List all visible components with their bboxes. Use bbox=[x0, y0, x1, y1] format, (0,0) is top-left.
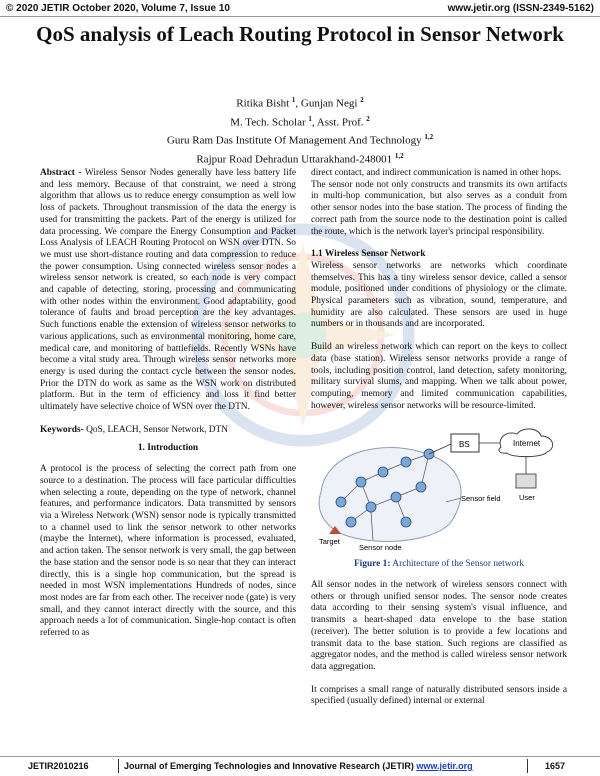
wsn-paragraph-2: Build an wireless network which can report on the keys to collect data (base station). Wireless sensor networks provide a range of tools, including position control, land detection, safety monitoring, military survival slums, and mapping. When we talk about power, computing, memory and limited communication capabilities, however, wireless sensor networks will be resource-limited. bbox=[311, 342, 567, 411]
abstract-text: Wireless Sensor Nodes generally have less battery life and less memory. Because of that constraint, we need a strong algorithm that allows us to reduce energy consumption as well low loss of packets. Throughout transmission of the data the energy is used for transmitting the packets. Part of the energy is utilized for data processing. We compare the Energy Consumption and Packet Loss Analysis of LEACH Routing Protocol on WSN over DTN. So we must use short-distance routing and data compression to reduce the power consumption. Using connected wireless sensor nodes a wireless sensor network is created, so each node is very compact and capable of detecting, storing, processing and communicating with other nodes within the environment. Good adaptability, good tolerance of faults and broad perception are the key advantages. Such functions enable the extension of wireless sensor networks to various applications, such as environmental monitoring, home care, medical care, and monitoring of battlefields. Recently WSNs have become a vital study area. Through wireless sensor networks more energy is used during the contact cycle between the sensor nodes. Prior the DTN do work as same as the WSN work on distributed platform. But in the term of efficiency and loss it find better ultimately have selective choice of WSN over the DTN. bbox=[40, 168, 296, 413]
page-header bbox=[0, 0, 600, 17]
intro-paragraph-1-continued: direct contact, and indirect communication is named in other hops. bbox=[311, 168, 562, 178]
header-right: www.jetir.org (ISSN-2349-5162) bbox=[447, 3, 594, 14]
section-heading-introduction: 1. Introduction bbox=[137, 443, 199, 454]
author-names: Ritika Bisht $^1$, Gunjan Negi $^2$ bbox=[236, 96, 364, 110]
left-column bbox=[40, 168, 296, 640]
footer-journal-name: Journal of Emerging Technologies and Innovative Research (JETIR) bbox=[124, 761, 417, 771]
footer-page-number: 1657 bbox=[545, 761, 566, 771]
subsection-heading-wsn: 1.1 Wireless Sensor Network bbox=[311, 249, 426, 260]
figure-caption bbox=[311, 559, 567, 571]
figure-caption-label: Figure 1: bbox=[353, 559, 391, 570]
footer-paper-code: JETIR2010216 bbox=[28, 761, 89, 771]
author-address: Rajpur Road Dehradun Uttarakhand-248001 $^{1,2}$ bbox=[196, 151, 404, 166]
intro-paragraph-1: A protocol is the process of selecting the correct path from one source to a destination. The process will face particular difficulties when selecting a route, depending on the type of network, channel features, and performance indicators. Data transmitted by sensors via a Wireless Network (WSN) sensor node is typically transmitted to a channel used to link the sensor network to other networks (maybe the Internet), where information is processed, evaluated, and action taken. The sensor network is very small, the gap between the base station and the sensor node is so near that they can interact directly, this is a single hop communication, but the spread is needed in most WSN implementations Hundreds of nodes, since most nodes are far from each other. The receiver node (gate) is very small, and they cannot interact directly with the source, and this approach needs a lot of communication. Single-hop contact is often referred to as bbox=[40, 464, 296, 639]
label-user: User bbox=[519, 493, 535, 503]
intro-paragraph-2: The sensor node not only constructs and transmits its own artifacts in multi-hop communication, but also serves as a conduit from other sensor nodes into the base station. The process of finding the correct path from the source node to the destination point is called the route, which is the network layer's principal responsibility. bbox=[311, 179, 567, 237]
abstract-label: Abstract - bbox=[40, 168, 85, 178]
label-target: Target bbox=[319, 537, 340, 547]
right-column bbox=[311, 168, 567, 708]
figure-caption-text: Architecture of the Sensor network bbox=[390, 559, 525, 570]
label-sensor-node: Sensor node bbox=[359, 543, 402, 553]
sensor-network-diagram bbox=[311, 422, 567, 557]
header-left: © 2020 JETIR October 2020, Volume 7, Issue 10 bbox=[6, 3, 230, 14]
label-sensor-field: Sensor field bbox=[461, 494, 501, 504]
keywords-text: QoS, LEACH, Sensor Network, DTN bbox=[83, 424, 229, 435]
keywords-label: Keywords- bbox=[40, 424, 84, 435]
keywords bbox=[40, 425, 296, 437]
abstract bbox=[40, 168, 296, 414]
figure-sensor-architecture bbox=[311, 422, 567, 557]
label-bs: BS bbox=[459, 440, 470, 450]
footer-journal bbox=[124, 757, 473, 775]
paper-title: QoS analysis of Leach Routing Protocol in Sensor Network bbox=[36, 22, 564, 46]
wsn-paragraph-3: All sensor nodes in the network of wireless sensors connect with others or through unified sensor nodes. The sensor node creates data according to their sensing system's visual influence, and transmits a heart-shaped data envelope to the base station (receiver). The better solution is to provide a few locations and transmit data to the base station. Such regions are classified as aggregator nodes, and the method is called wireless sensor network data aggregation. bbox=[311, 580, 567, 672]
wsn-paragraph-1: Wireless sensor networks are networks which coordinate themselves. This has a tiny wireless sensor device, called a sensor module, positioned under conditions of physiology or the climate. Physical parameters such as vibration, sound, temperature, and humidity are also calculated. These sensors are used in huge numbers or in thousands and are incorporated. bbox=[311, 260, 567, 330]
wsn-paragraph-4: It comprises a small range of naturally distributed sensors inside a specified (usually defined) internal or external bbox=[311, 684, 567, 707]
author-institute: Guru Ram Das Institute Of Management And Technology $^{1,2}$ bbox=[166, 133, 434, 147]
label-internet: Internet bbox=[513, 439, 541, 449]
user-computer-icon bbox=[516, 474, 536, 488]
sensor-field-area bbox=[319, 448, 461, 542]
author-block bbox=[20, 93, 580, 168]
page-footer bbox=[0, 756, 600, 776]
footer-journal-link[interactable]: www.jetir.org bbox=[416, 761, 473, 771]
author-roles: M. Tech. Scholar $^1$, Asst. Prof. $^2$ bbox=[230, 114, 370, 129]
